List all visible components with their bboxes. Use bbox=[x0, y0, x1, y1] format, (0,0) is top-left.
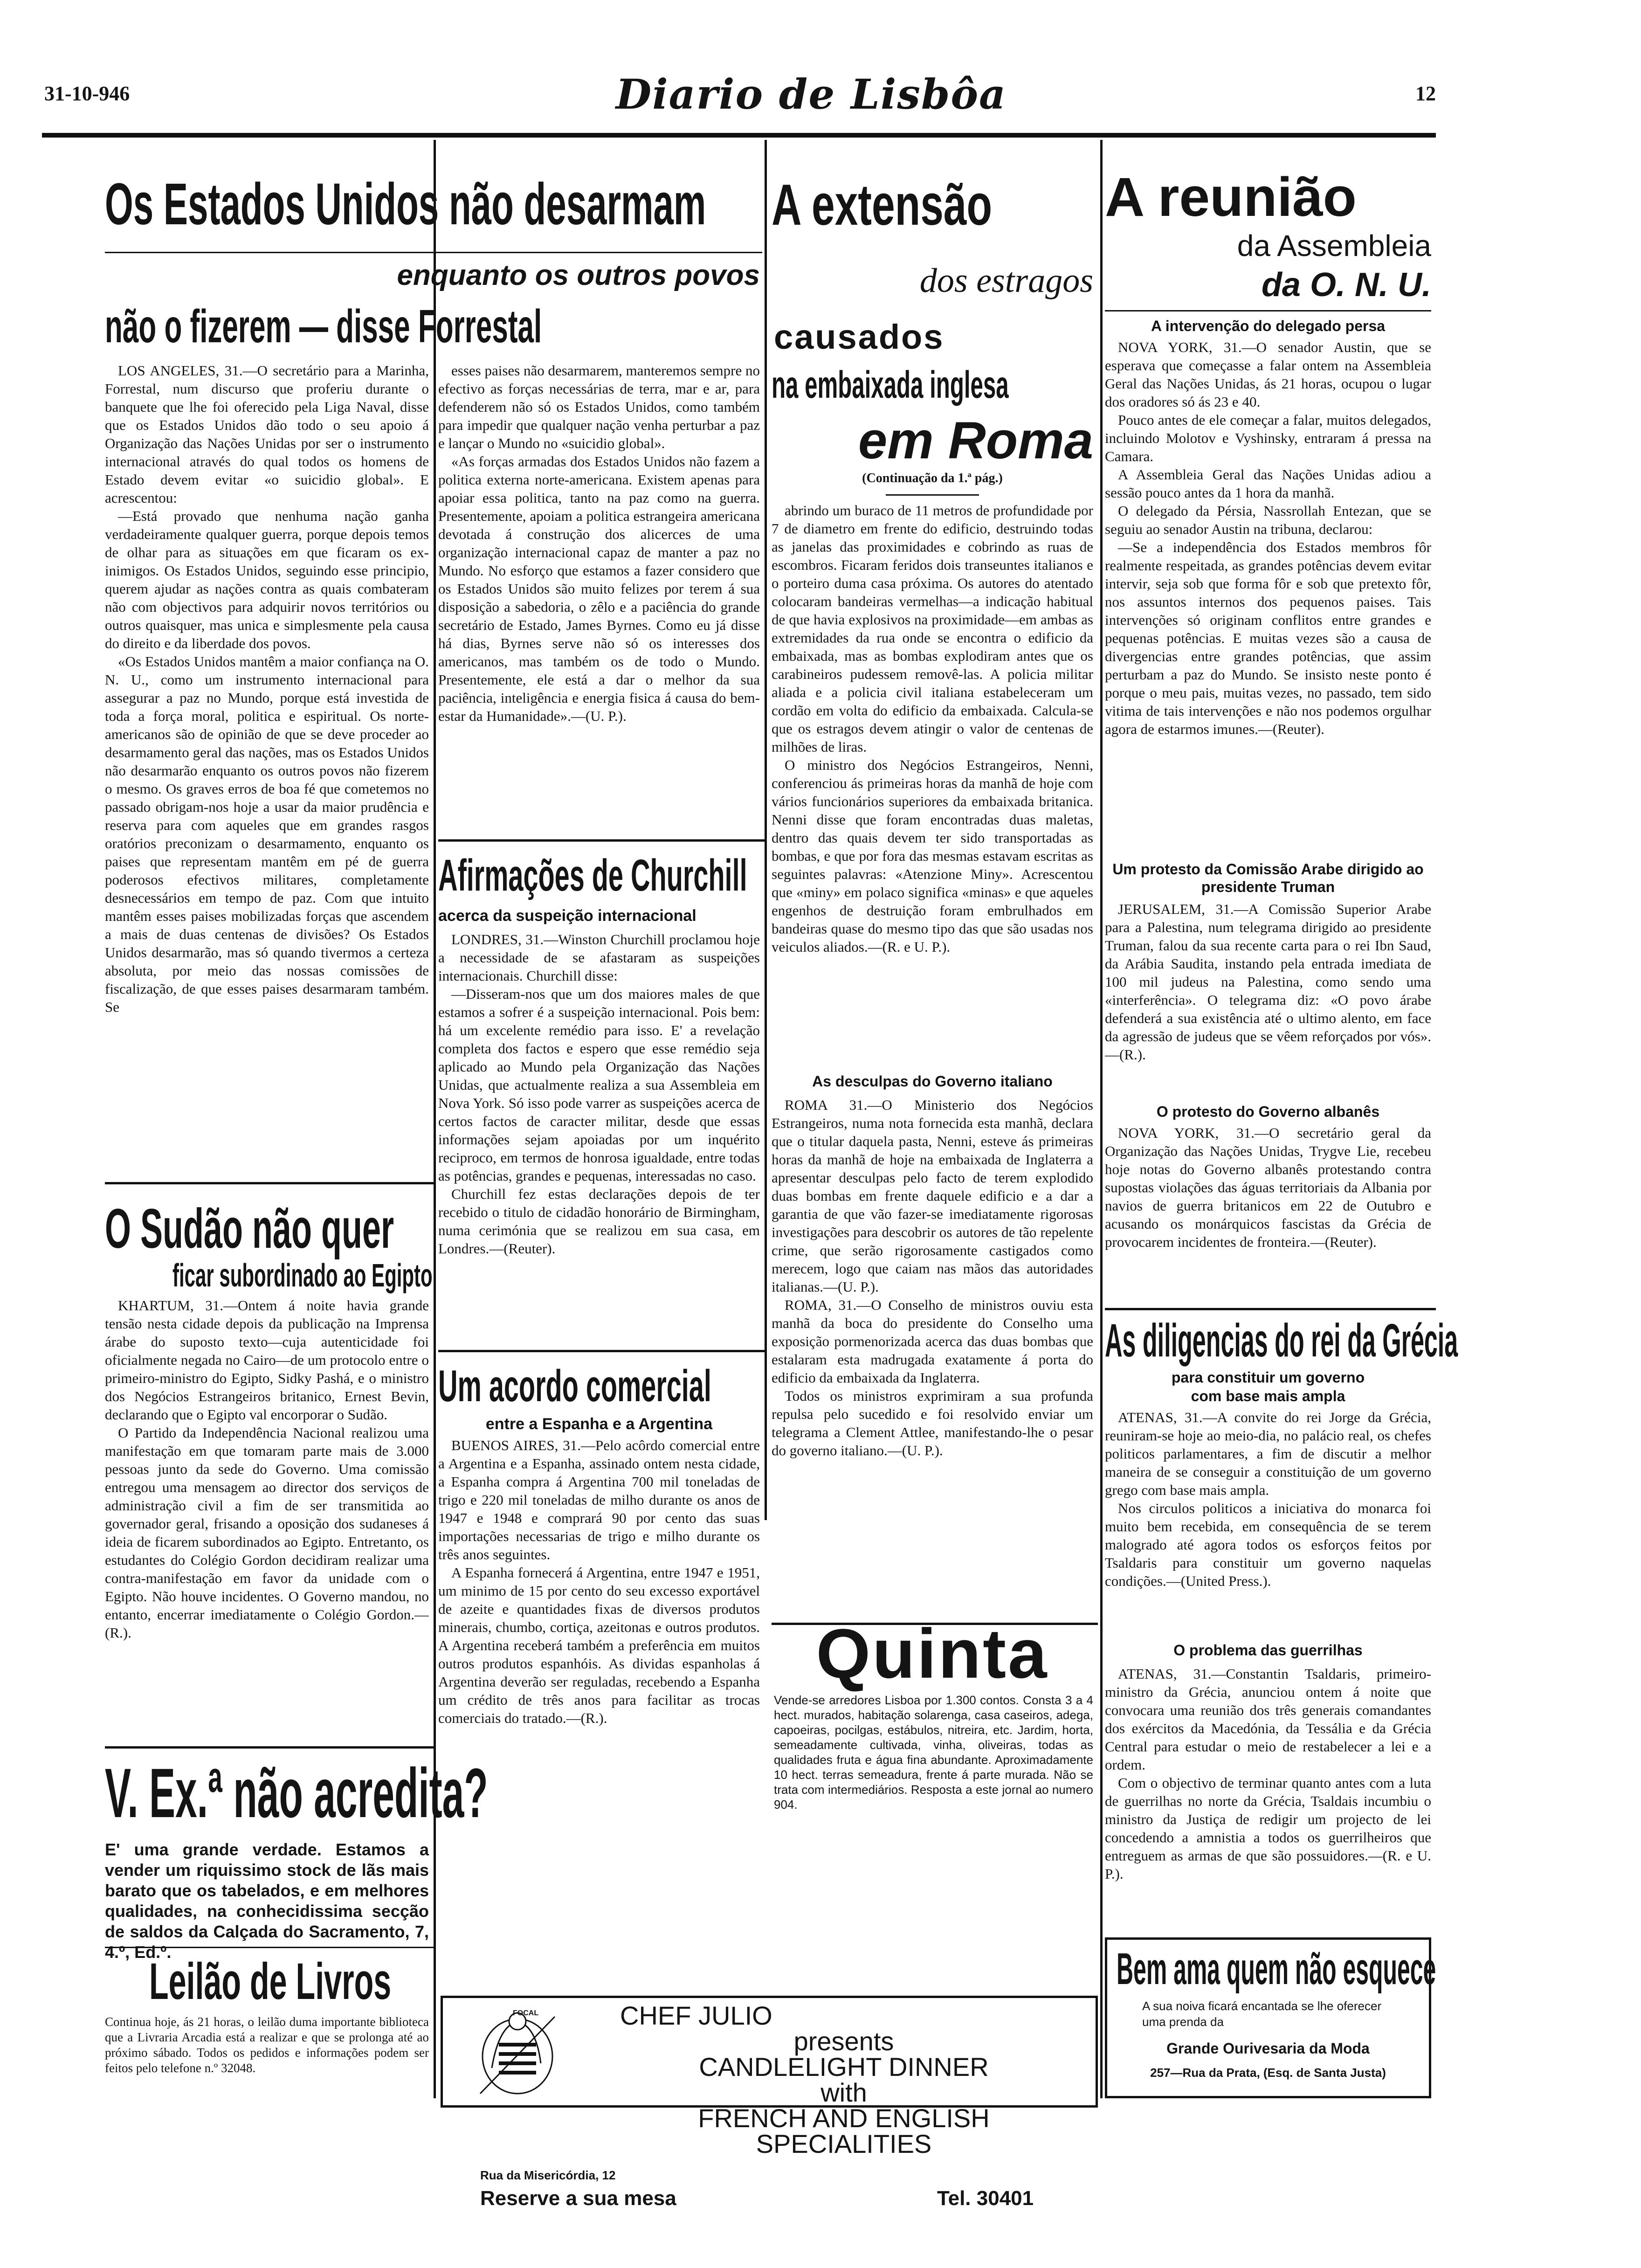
desculpas-article: ROMA 31.—O Ministerio dos Negócios Estrangeiros, numa nota fornecida esta manhã, declara que o titular daquela pasta, Nenni, esteve ás primeiras horas da manhã de hoje na embaixada de Inglaterra a apresentar desculpas pelo facto de terem explodido duas bombas em frente daquele edificio e a dar a garantia de que vão fazer-se imediatamente rigorosas investigações para descobrir os autores de tão repelente crime, que serão rigorosamente castigados como merecem, logo que caiam nas mãos das autoridades italianas.—(U. P.). ROMA, 31.—O Conselho de ministros ouviu esta manhã da boca do presidente do Conselho uma exposição pormenorizada acerca das duas bombas que estalaram esta madrugada exatamente á porta do edificio da embaixada da Inglaterra. Todos os ministros exprimiram a sua profunda repulsa pelo sucedido e foi resolvido enviar um telegrama a Clement Attlee, manifestando-lhe o pesar do governo italiano.—(U. P.). bbox=[772, 1097, 1093, 1459]
masthead-rule bbox=[42, 133, 1436, 138]
vexa-ad-headline: V. Ex.ª não acredita? bbox=[105, 1754, 488, 1832]
rule bbox=[886, 494, 979, 496]
roma-headline-2: dos estragos bbox=[919, 262, 1093, 300]
churchill-article: LONDRES, 31.—Winston Churchill proclamou hoje a necessidade de se afastaram as suspeições internacionais. Churchill disse: —Disseram-nos que um dos maiores males de que estamos a sofrer é a suspeição internacional. Pois bem: há um excelente remédio para isso. E' a revelação completa dos factos e espero que esse remédio seja aplicado ao Mundo pela Organização das Nações Unidas, que actualmente realiza a sua Assembleia em Nova York. Só isso pode varrer as suspeições acerca de certos factos de caracter militar, desde que essas informações sejam apoiadas por um inquérito reciproco, em termos de honrosa igualdade, entre todas as potências, grandes e pequenas, interessadas no caso. Churchill fez estas declarações depois de ter recebido o titulo de cidadão honorário de Birmingham, numa cerimónia que se realizou em sua casa, em Londres.—(Reuter). bbox=[438, 931, 760, 1257]
churchill-subheading: acerca da suspeição internacional bbox=[438, 907, 696, 925]
forrestal-headline: Os Estados Unidos não desarmam bbox=[105, 171, 706, 237]
acordo-article: BUENOS AIRES, 31.—Pelo acôrdo comercial entre a Argentina e a Espanha, assinado ontem nesta cidade, a Espanha compra á Argentina 700 mil toneladas de trigo e 220 mil toneladas de milho durante os anos de 1947 e 1948 e comprará 90 por cento das suas importações necessarias de trigo e milho durante os três anos seguintes. A Espanha fornecerá á Argentina, entre 1947 e 1951, um minimo de 15 por cento do seu excesso exportável de azeite e quantidades fixas de diversos produtos minerais, chumbo, cortiça, azeitonas e outros produtos. A Argentina receberá também a preferência em muitos outros produtos espanhóis. As dividas espanholas á Argentina deverão ser reguladas, recebendo a Espanha um crédito de três anos para facilitar as trocas comerciais do tratado.—(R.). bbox=[438, 1437, 760, 1726]
forrestal-article-col1: LOS ANGELES, 31.—O secretário para a Marinha, Forrestal, num discurso que proferiu durante o banquete que lhe foi oferecido pela Liga Naval, disse que os Estados Unidos dão todo o seu apoio á Organização das Nações Unidas por ser o instrumento internacional através do qual todos os homens de Estado devem evitar «o suicidio global». E acrescentou: —Está provado que nenhuma nação ganha verdadeiramente qualquer guerra, porque depois temos de olhar para as situações em que ficaram os ex-inimigos. Os Estados Unidos, seguindo esse principio, querem ajudar as nações contra as quais combateram não com objectivos para adquirir novos territórios ou outros quaisquer, mas unica e simplesmente pela causa do direito e da liberdade dos povos. «Os Estados Unidos mantêm a maior confiança na O. N. U., como um instrumento internacional para assegurar a paz no Mundo, porque está investida de toda a força moral, politica e espiritual. Os norte-americanos são de opinião de que se deve proceder ao desarmamento geral das nações, mas os Estados Unidos não desarmarão enquanto os outros povos não fizerem o mesmo. Os graves erros de boa fé que cometemos no passado obrigam-nos hoje a usar da maior prudência e reserva para com aqueles que em grandes rasgos oratórios preconizam o desarmamento, enquanto os paises que representam mantêm em pé de guerra poderosos efectivos militares, completamente desnecessários em tempo de paz. Com que intuito mantêm esses paises mobilizadas forças que ascendem a mais de duas centenas de divisões? Os Estados Unidos desarmarão, mas só quando tivermos a certeza absoluta, por meio das nossas comissões de fiscalização, de que esses paises desarmaram também. Se bbox=[105, 362, 429, 1015]
vexa-ad-text: E' uma grande verdade. Estamos a vender um riquissimo stock de lãs mais barato que os tabelados, e em melhores qualidades, na conhecidissima secção de saldos da Calçada do Sacramento, 7, 4.º, Ed.º. bbox=[105, 1840, 429, 1962]
column-rule bbox=[765, 140, 767, 1520]
guerrilhas-subheading: O problema das guerrilhas bbox=[1173, 1642, 1363, 1659]
chef-line-5: FRENCH AND ENGLISH bbox=[698, 2103, 990, 2133]
sudao-subheadline: ficar subordinado ao Egipto bbox=[172, 1257, 433, 1293]
chef-line-4: with bbox=[820, 2078, 867, 2107]
acordo-subheading: entre a Espanha e a Argentina bbox=[485, 1415, 713, 1433]
forrestal-subheadline-2: não o fizerem — disse Forrestal bbox=[105, 300, 542, 353]
bemama-line-1: A sua noiva ficará encantada se lhe oferecer uma prenda da bbox=[1142, 1999, 1382, 2029]
rule bbox=[105, 1947, 434, 1948]
roma-headline: A extensão bbox=[772, 173, 993, 237]
arabe-article: JERUSALEM, 31.—A Comissão Superior Arabe para a Palestina, num telegrama dirigido ao presidente Truman, falou da sua recente carta para o rei Ibn Saud, da Arábia Saudita, instando pela entrada imediata de 100 mil judeus na Palestina, como sendo uma «interferência». O telegrama diz: «O povo árabe defenderá a sua existência até o ultimo alento, em face da agressão de judeus que se vêem reforçados por vós».—(R.). bbox=[1105, 901, 1431, 1063]
rule bbox=[105, 1182, 434, 1184]
grecia-headline: As diligencias do rei da Grécia bbox=[1105, 1314, 1458, 1367]
bemama-headline: Bem ama quem não esquece bbox=[1117, 1944, 1436, 1994]
rule bbox=[1105, 310, 1431, 311]
bemama-line-3: 257—Rua da Prata, (Esq. de Santa Justa) bbox=[1150, 2066, 1386, 2080]
acordo-headline: Um acordo comercial bbox=[438, 1361, 711, 1411]
chef-line-6: SPECIALITIES bbox=[756, 2129, 932, 2158]
rule bbox=[1105, 1308, 1436, 1310]
quinta-ad-headline: Quinta bbox=[816, 1614, 1049, 1693]
forrestal-article-col2: esses paises não desarmarem, manteremos sempre no efectivo as forças necessárias de terra, mar e ar, para defenderem não só os Estados Unidos, como também para impedir que qualquer nação venha perturbar a paz e lançar o Mundo no «suicidio global». «As forças armadas dos Estados Unidos não fazem a politica externa norte-americana. Existem apenas para apoiar essa politica, tanto na paz como na guerra. Presentemente, apoiam a politica estrangeira americana devotada á construção dos alicerces de uma organização internacional capaz de manter a paz no Mundo. No esforço que estamos a fazer considero que os Estados Unidos são muito felizes por terem á sua disposição a sabedoria, o zêlo e a paciência do grande secretário de Estado, James Byrnes. Como eu já disse há dias, Byrnes serve não só os interesses dos americanos, mas também os de todo o Mundo. Presentemente, ele está a dar o melhor da sua paciência, inteligência e energia fisica á causa do bem-estar da Humanidade».—(U. P.). bbox=[438, 362, 760, 724]
chef-line-1: CHEF JULIO bbox=[620, 2001, 772, 2030]
arabe-subheading: Um protesto da Comissão Arabe dirigido ao presidente Truman bbox=[1112, 861, 1424, 895]
persa-subheading: A intervenção do delegado persa bbox=[1151, 318, 1386, 334]
rule bbox=[105, 252, 762, 253]
column-rule bbox=[1100, 140, 1103, 2098]
sudao-article: KHARTUM, 31.—Ontem á noite havia grande tensão nesta cidade depois da publicação na Imprensa árabe do suposto texto—cuja autenticidade foi oficialmente negada no Cairo—de um protocolo entre o primeiro-ministro do Egipto, Sidky Pashá, e o ministro dos Negócios Estrangeiros britanico, Ernest Bevin, declarando que o Egipto val encorporar o Sudão. O Partido da Independência Nacional realizou uma manifestação em que tomaram parte mais de 3.000 pessoas junto da sede do Governo. Uma comissão entregou uma mensagem ao director dos serviços de administração civil a fim de ser transmitida ao governador geral, frisando a oposição dos sudaneses á ideia de ficarem subordinados ao Egipto. Entretanto, os estudantes do Colégio Gordon decidiram realizar uma contra-manifestação em favor da unidade com o Egipto. Não houve incidentes. O Governo mandou, no entanto, encerrar imediatamente o Colégio Gordon.—(R.). bbox=[105, 1297, 429, 1641]
chef-line-2: presents bbox=[793, 2026, 894, 2056]
newspaper-title: Diario de Lisbôa bbox=[615, 70, 1007, 118]
grecia-subheading-2: com base mais ampla bbox=[1191, 1388, 1345, 1404]
persa-article: NOVA YORK, 31.—O senador Austin, que se esperava que começasse a falar ontem na Assembleia Geral das Nações Unidas, ás 21 horas, ocupou o lugar dos oradores só ás 23 e 40. Pouco antes de ele começar a falar, muitos delegados, incluindo Molotov e Vyshinsky, entraram á pressa na Camara. A Assembleia Geral das Nações Unidas adiou a sessão pouco antes da 1 hora da manhã. O delegado da Pérsia, Nassrollah Entezan, que se seguiu ao senador Austin na tribuna, declarou: —Se a independência dos Estados membros fôr realmente respeitada, as grandes potências devem evitar intervir, seja sob que forma fôr e sob que pretexto fôr, nos assuntos internos dos pequenos paises. Tais intervenções só originam conflitos entre grandes e pequenas potências. E muitas vezes são a causa de divergencias entre grandes potências, que assim perturbam a paz do Mundo. Se insisto neste ponto é porque o meu pais, muitas vezes, no passado, tem sido vitima de tais intervenções e não nos podemos orgulhar agora de estarmos imunes.—(Reuter). bbox=[1105, 339, 1431, 737]
desculpas-subheading: As desculpas do Governo italiano bbox=[812, 1073, 1053, 1090]
forrestal-subheadline: enquanto os outros povos bbox=[397, 259, 760, 291]
chef-phone: Tel. 30401 bbox=[937, 2187, 1034, 2210]
roma-headline-3: causados bbox=[774, 318, 945, 356]
restaurant-logo-text: FOCAL bbox=[513, 2009, 539, 2017]
grecia-article: ATENAS, 31.—A convite do rei Jorge da Grécia, reuniram-se hoje ao meio-dia, no palácio real, os chefes politicos parlamentares, a fim de discutir a melhor maneira de se conseguir a constituição de um governo grego com base mais ampla. Nos circulos politicos a iniciativa do monarca foi muito bem recebida, em consequência de se terem malogrado até agora todos os esforços feitos por Tsaldaris para constituir um governo naquelas condições.—(United Press.). bbox=[1105, 1409, 1431, 1589]
continuation-note: (Continuação da 1.ª pág.) bbox=[862, 471, 1003, 485]
rule bbox=[438, 1350, 765, 1352]
quinta-ad-text: Vende-se arredores Lisboa por 1.300 contos. Consta 3 a 4 hect. murados, habitação solarenga, casa caseiros, adega, capoeiras, pocilgas, estábulos, nitreira, etc. Jardim, horta, semeadamente cultivada, vinha, oliveiras, todas as qualidades fruta e água fina abundante. Aproximadamente 10 hect. terras semeadura, frente á parte murada. Não se trata com intermediários. Resposta a este jornal ao numero 904. bbox=[774, 1693, 1093, 1812]
bemama-line-2: Grande Ourivesaria da Moda bbox=[1166, 2040, 1370, 2057]
chef-line-3: CANDLELIGHT DINNER bbox=[699, 2052, 989, 2081]
page-number: 12 bbox=[1415, 82, 1436, 105]
issue-date: 31-10-946 bbox=[44, 82, 130, 105]
onu-headline-2: da Assembleia bbox=[1237, 229, 1431, 263]
sudao-headline: O Sudão não quer bbox=[105, 1197, 394, 1260]
rule bbox=[105, 1746, 434, 1749]
grecia-subheading-1: para constituir um governo bbox=[1171, 1369, 1365, 1386]
leilao-headline: Leilão de Livros bbox=[149, 1953, 392, 2010]
roma-headline-4: na embaixada inglesa bbox=[772, 364, 1009, 406]
leilao-text: Continua hoje, ás 21 horas, o leilão duma importante biblioteca que a Livraria Arcadia está a realizar e que se prolonga até ao próximo sábado. Todos os pedidos e informações podem ser feitos pelo telefone n.º 32048. bbox=[105, 2015, 429, 2075]
onu-headline-3: da O. N. U. bbox=[1261, 266, 1431, 304]
rule bbox=[438, 839, 765, 842]
chef-reserve: Reserve a sua mesa bbox=[480, 2187, 676, 2210]
roma-article: abrindo um buraco de 11 metros de profundidade por 7 de diametro em frente do edificio, destruindo todas as janelas das proximidades e cobrindo as ruas de escombros. Ficaram feridos dois transeuntes italianos e o porteiro duma casa próxima. Os autores do atentado colocaram bandeiras vermelhas—a indicação habitual de que havia explosivos na proximidade—em ambas as extremidades da rua onde se encontra o edificio da embaixada, mas as bombas explodiram antes que os carabineiros pudessem removê-las. A policia militar aliada e a policia civil italiana estabeleceram um cordão em volta do edificio da embaixada. Calcula-se que os estragos devem atingir o valor de centenas de milhões de liras. O ministro dos Negócios Estrangeiros, Nenni, conferenciou ás primeiras horas da manhã de hoje com vários funcionários superiores da embaixada britanica. Nenni disse que foram encontradas duas maletas, dentro das quais devem ter sido transportadas as bombas, e que por fora das mesmas estavam escritas as seguintes palavras: «Atenzione Miny». Acrescentou que «miny» em polaco significa «minas» e que aqueles engenhos de destruição foram embrulhados em bandeiras quase do mesmo tipo das que são usadas nos veiculos aliados.—(R. e U. P.). bbox=[772, 502, 1093, 955]
churchill-headline: Afirmações de Churchill bbox=[438, 850, 747, 900]
chef-address: Rua da Misericórdia, 12 bbox=[480, 2168, 616, 2182]
guerrilhas-article: ATENAS, 31.—Constantin Tsaldaris, primeiro-ministro da Grécia, anunciou ontem á noite que convocara uma reunião dos três generais comandantes dos exércitos da Macedónia, da Tessália e da Grécia Central para estudar o meio de restabelecer a lei e a ordem. Com o objectivo de terminar quanto antes com a luta de guerrilhas no norte da Grécia, Tsaldais incumbiu o ministro da Justiça de redigir um projecto de lei concedendo a amnistia a todos os guerrilheiros que entreguem as armas de que são possuidores.—(R. e U. P.). bbox=[1105, 1666, 1431, 1882]
roma-headline-5: em Roma bbox=[858, 411, 1093, 470]
albanes-subheading: O protesto do Governo albanês bbox=[1156, 1103, 1380, 1120]
albanes-article: NOVA YORK, 31.—O secretário geral da Organização das Nações Unidas, Trygve Lie, recebeu hoje notas do Governo albanês protestando contra supostas violações das águas territoriais da Albania por navios de guerra britanicos em 22 de Outubro e acusando os monárquicos fascistas da Grécia de provocarem incidentes de fronteira.—(Reuter). bbox=[1105, 1125, 1431, 1250]
restaurant-logo bbox=[471, 2012, 564, 2096]
onu-headline: A reunião bbox=[1105, 166, 1357, 228]
